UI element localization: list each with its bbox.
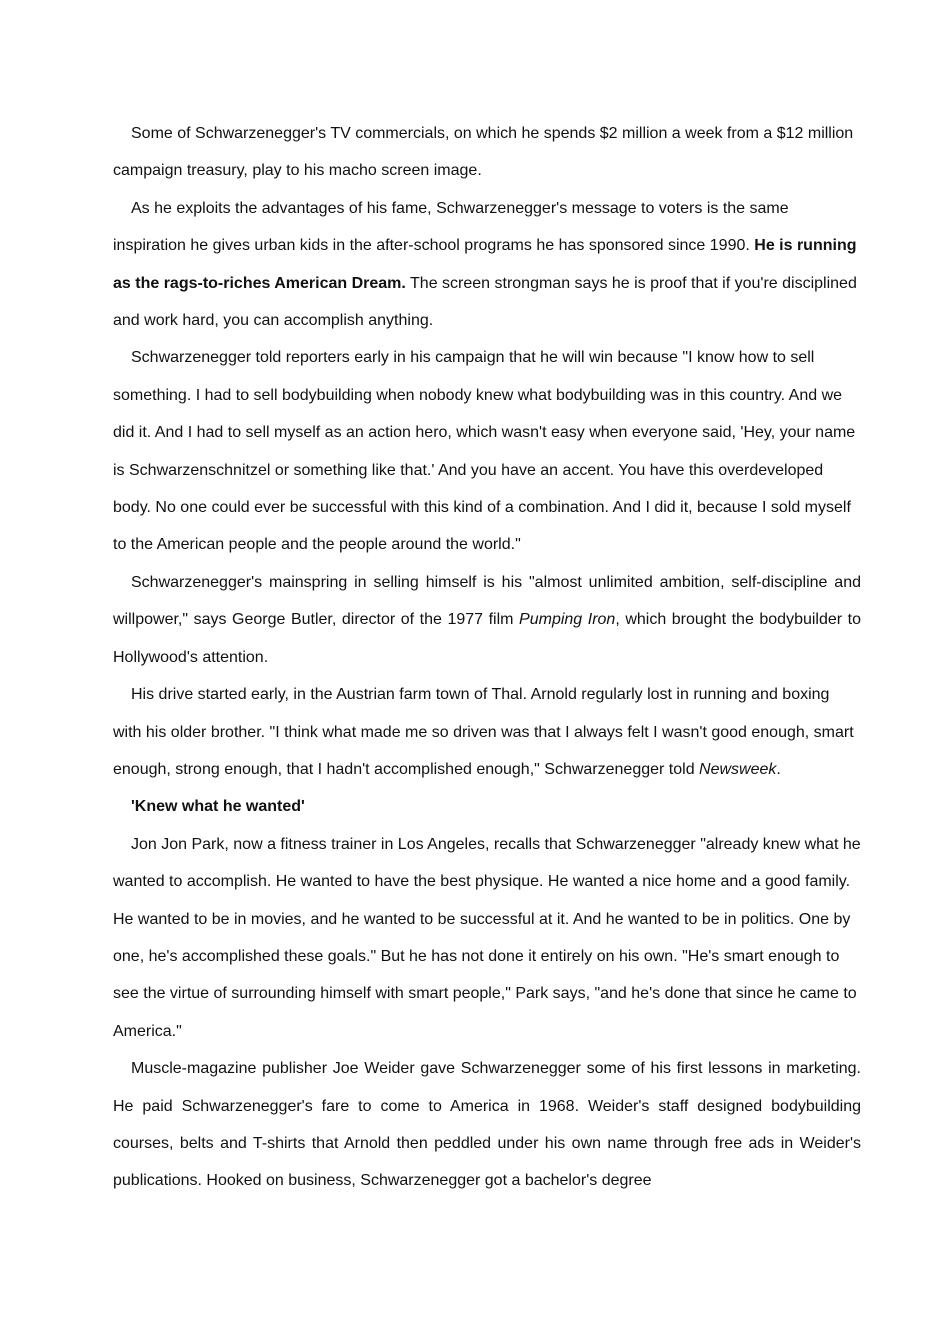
film-title: Pumping Iron xyxy=(519,611,616,629)
paragraph-joe-weider: Muscle-magazine publisher Joe Weider gave Schwarzenegger some of his first lessons in marketing. He paid Schwarzenegger's fare to come to America in 1968. Weider's staff designed bodybuilding courses, belts and T-shirts that Arnold then peddled under his own name through free ads in Weider's publications. Hooked on business, Schwarzenegger got a bachelor's degree xyxy=(113,1060,861,1190)
paragraph-text: As he exploits the advantages of his fame, Schwarzenegger's message to voters is the same inspiration he gives urban kids in the after-school programs he has sponsored since 1990. xyxy=(113,199,789,255)
paragraph-american-dream xyxy=(113,190,861,340)
paragraph-early-drive xyxy=(113,676,861,788)
publication-title: Newsweek xyxy=(699,760,777,778)
paragraph-text: Schwarzenegger's mainspring in selling himself is his "almost unlimited ambition, self-discipline and willpower," says George Butler, director of the 1977 film xyxy=(113,573,861,629)
paragraph-text: His drive started early, in the Austrian farm town of Thal. Arnold regularly lost in running and boxing with his older brother. "I think what made me so driven was that I always felt I wasn't good enough, smart enough, strong enough, that I hadn't accomplished enough," Schwarzenegger told xyxy=(113,686,854,778)
paragraph-text: . xyxy=(776,760,781,778)
bold-emphasis: He is running as the rags-to-riches American Dream. xyxy=(113,237,857,292)
paragraph-mainspring xyxy=(113,564,861,676)
paragraph-text: , which brought the bodybuilder to Hollywood's attention. xyxy=(113,611,862,666)
paragraph-text: The screen strongman says he is proof that if you're disciplined and work hard, you can accomplish anything. xyxy=(113,274,857,330)
paragraph-selling-quote: Schwarzenegger told reporters early in his campaign that he will win because "I know how to sell something. I had to sell bodybuilding when nobody knew what bodybuilding was in this country. And we did it. And I had to sell myself as an action hero, which wasn't easy when everyone said, 'Hey, your name is Schwarzenschnitzel or something like that.' And you have an accent. You have this overdeveloped body. No one could ever be successful with this kind of a combination. And I did it, because I sold myself to the American people and the people around the world." xyxy=(113,349,856,554)
document-page xyxy=(113,115,861,1200)
section-heading: 'Knew what he wanted' xyxy=(131,798,305,816)
paragraph-campaign-ads: Some of Schwarzenegger's TV commercials, on which he spends $2 million a week from a $12 million campaign treasury, play to his macho screen image. xyxy=(113,125,854,180)
paragraph-jon-jon-park: Jon Jon Park, now a fitness trainer in Los Angeles, recalls that Schwarzenegger "already knew what he wanted to accomplish. He wanted to have the best physique. He wanted a nice home and a good family. He wanted to be in movies, and he wanted to be successful at it. And he wanted to be in politics. One by one, he's accomplished these goals." But he has not done it entirely on his own. "He's smart enough to see the virtue of surrounding himself with smart people," Park says, "and he's done that since he came to America." xyxy=(113,835,861,1040)
